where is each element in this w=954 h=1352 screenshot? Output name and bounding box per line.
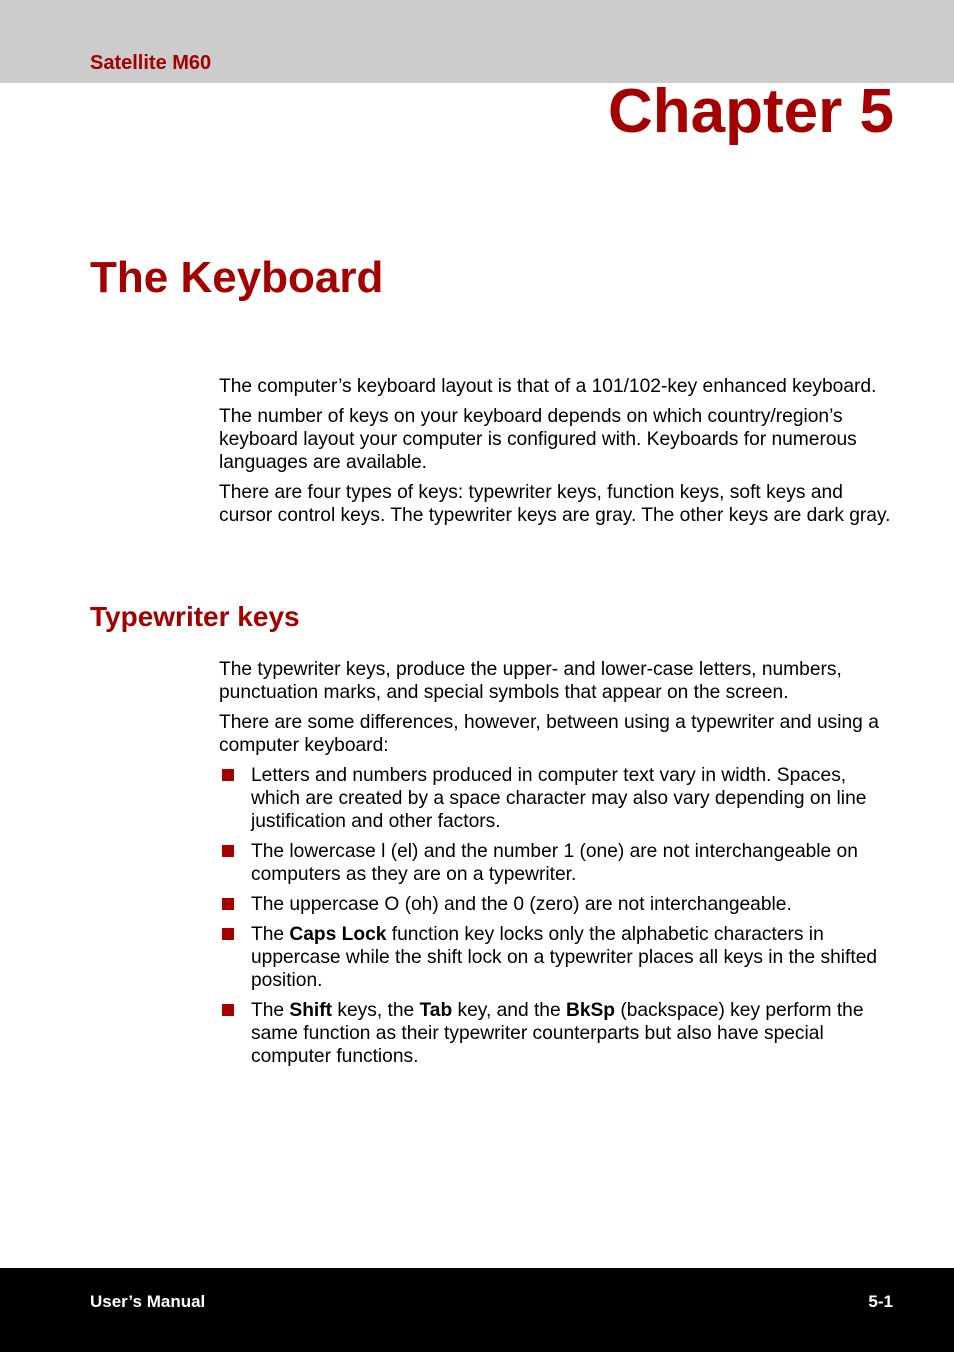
key-name-shift: Shift (289, 1000, 333, 1021)
bullet-item (219, 764, 899, 833)
square-bullet-icon (222, 769, 234, 781)
bullet-item (219, 840, 899, 886)
page-title: The Keyboard (90, 253, 384, 302)
footer-manual-label: User’s Manual (90, 1292, 206, 1311)
bullet-item (219, 923, 899, 992)
bullet-text (251, 1000, 864, 1067)
bullet-text: The uppercase O (oh) and the 0 (zero) are not interchangeable. (251, 894, 792, 915)
text-run: keys, the (332, 1000, 420, 1021)
key-name-caps-lock: Caps Lock (289, 924, 387, 945)
text-run: function key locks only the alphabetic characters in uppercase while the shift lock on a typewriter places all keys in the shifted position. (251, 924, 878, 991)
bullet-item (219, 999, 899, 1068)
text-run: The (251, 924, 290, 945)
intro-paragraph: The number of keys on your keyboard depends on which country/region’s keyboard layout your computer is configured with. Keyboards for numerous languages are available. (219, 406, 857, 473)
bullet-list (219, 764, 899, 1068)
intro-text (219, 375, 899, 534)
intro-paragraph: There are four types of keys: typewriter keys, function keys, soft keys and cursor control keys. The typewriter keys are gray. The other keys are dark gray. (219, 482, 891, 526)
section-body (219, 658, 899, 1075)
product-name: Satellite M60 (90, 52, 212, 74)
intro-paragraph: The computer’s keyboard layout is that of a 101/102-key enhanced keyboard. (219, 376, 877, 397)
section-heading: Typewriter keys (90, 601, 300, 632)
text-run: The (251, 1000, 290, 1021)
bullet-item (219, 893, 899, 916)
key-name-tab: Tab (419, 1000, 453, 1021)
bullet-text: The lowercase l (el) and the number 1 (one) are not interchangeable on computers as they are on a typewriter. (251, 841, 858, 885)
key-name-bksp: BkSp (565, 1000, 616, 1021)
bullet-text: Letters and numbers produced in computer text vary in width. Spaces, which are created by a space character may also vary depending on line justification and other factors. (251, 765, 867, 832)
page-number: 5-1 (868, 1292, 893, 1311)
section-paragraph: The typewriter keys, produce the upper- and lower-case letters, numbers, punctuation marks, and special symbols that appear on the screen. (219, 659, 842, 703)
text-run: key, and the (452, 1000, 566, 1021)
square-bullet-icon (222, 845, 234, 857)
chapter-title: Chapter 5 (608, 77, 894, 146)
text-run: (backspace) key perform the same function as their typewriter counterparts but also have special computer functions. (251, 1000, 864, 1067)
square-bullet-icon (222, 898, 234, 910)
square-bullet-icon (222, 1004, 234, 1016)
section-paragraph: There are some differences, however, between using a typewriter and using a computer keyboard: (219, 712, 879, 756)
square-bullet-icon (222, 928, 234, 940)
bullet-text (251, 924, 877, 991)
